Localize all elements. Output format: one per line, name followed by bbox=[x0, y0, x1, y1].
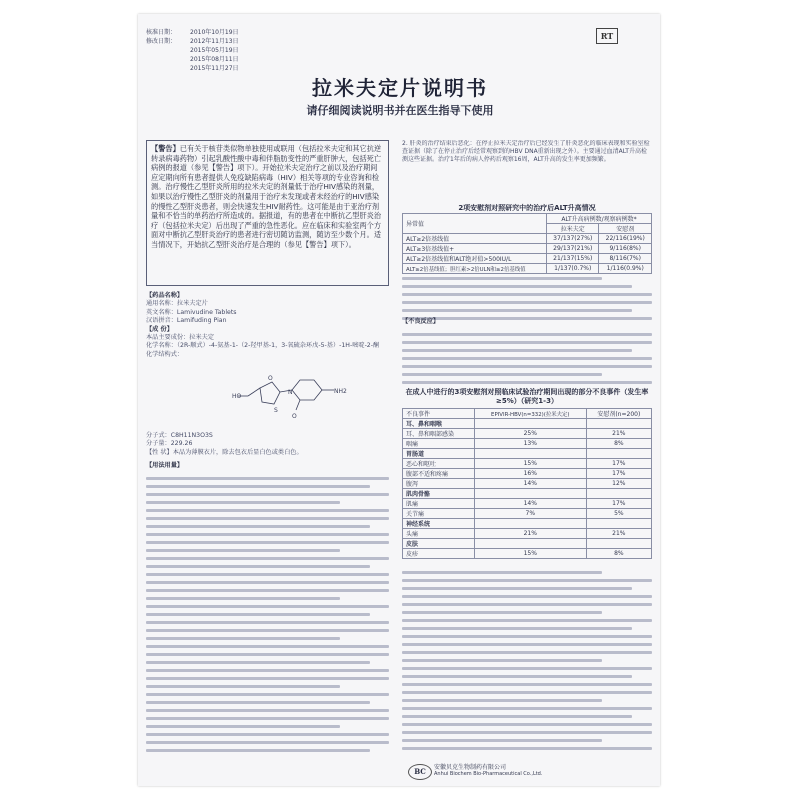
table1-cell: 37/137(27%) bbox=[546, 234, 599, 244]
table1-header-cases: ALT升高病例数/观察病例数* bbox=[546, 214, 651, 224]
adverse-events-table bbox=[402, 408, 652, 559]
ingredients-heading: 【成 份】 bbox=[146, 325, 173, 333]
table2-header-placebo: 安慰剂(n=200) bbox=[586, 409, 651, 419]
chemical-name: 化学名称：（2R-顺式）-4-氨基-1-（2-羟甲基-1，3-氧硫杂环戊-5-基）-1H-嘧啶-2-酮 bbox=[146, 342, 380, 350]
document-title: 拉米夫定片说明书 bbox=[312, 76, 488, 100]
revision-date-4: 2015年11月27日 bbox=[190, 65, 239, 72]
pinyin-name: 汉语拼音：Lamifuding Pian bbox=[146, 317, 227, 325]
table2-cell: 5% bbox=[586, 509, 651, 519]
manufacturer-name-en: Anhui Biochem Bio-Pharmaceutical Co.,Ltd. bbox=[434, 771, 543, 777]
table2-cell: 17% bbox=[586, 459, 651, 469]
table-row bbox=[403, 449, 652, 459]
warning-box bbox=[146, 140, 389, 286]
table2-cell bbox=[474, 449, 586, 459]
svg-text:O: O bbox=[268, 375, 273, 382]
table-row bbox=[403, 419, 652, 429]
table-row bbox=[403, 509, 652, 519]
usage-heading: 【用法用量】 bbox=[146, 462, 184, 469]
table2-cell: 17% bbox=[586, 499, 651, 509]
table2-cell: 肌痛 bbox=[403, 499, 475, 509]
revision-date-2: 2015年05月19日 bbox=[190, 47, 239, 54]
table2-cell: 头痛 bbox=[403, 529, 475, 539]
table2-cell: 17% bbox=[586, 469, 651, 479]
table2-cell bbox=[586, 539, 651, 549]
table2-cell bbox=[586, 449, 651, 459]
table2-cell: 咽痛 bbox=[403, 439, 475, 449]
chemical-structure-diagram bbox=[230, 366, 350, 428]
table2-cell: 21% bbox=[474, 529, 586, 539]
post-treatment-text bbox=[402, 140, 652, 200]
table1-subheader-placebo: 安慰剂 bbox=[599, 224, 652, 234]
manufacturer-name: 安徽贝克生物制药有限公司 bbox=[434, 764, 507, 771]
table2-cell: 25% bbox=[474, 429, 586, 439]
main-ingredient: 本品主要成份：拉米夫定 bbox=[146, 334, 215, 342]
table-row bbox=[403, 519, 652, 529]
table2-header-event: 不良事件 bbox=[403, 409, 475, 419]
table1-subheader-lamivudine: 拉米夫定 bbox=[546, 224, 599, 234]
table1-header-abnormal: 异常值 bbox=[403, 214, 547, 234]
revision-label-2 bbox=[146, 46, 190, 55]
table-row bbox=[403, 254, 652, 264]
usage-heading-block bbox=[146, 462, 389, 470]
table1-cell: 8/116(7%) bbox=[599, 254, 652, 264]
table2-cell: 胃肠道 bbox=[403, 449, 475, 459]
warning-text: 已有关于核苷类似物单独使用或联用（包括拉米夫定和其它抗逆转录病毒药物）引起乳酸性酸中毒和伴脂肪变性的严重肝肿大，包括死亡病例的报道（参见【警告】项下）。开始拉米夫定治疗之前以及治疗期间应定期向所有患者提供人免疫缺陷病毒（HIV）相关等项的专业咨询和检测。治疗慢性乙型肝炎所用的拉米夫定的剂量低于治疗HIV感染的剂量，如果以治疗慢性乙型肝炎的剂量用于治疗未发现或者未经治疗的HIV感染的慢性乙型肝炎患者，则会快速发生HIV耐药性。这可能是由于亚治疗剂量和不恰当的单药治疗所造成的。据报道，有的患者在中断抗乙型肝炎治疗（包括拉米夫定）后出现了严重的急性恶化。应在临床和实验室两个方面对中断抗乙型肝炎治疗的患者进行密切随访监测，随访至少数个月。适当情况下，开始抗乙型肝炎治疗是合理的（参见【警告】项下）。 bbox=[151, 144, 382, 249]
revision-label: 修改日期： bbox=[146, 38, 177, 45]
table1-cell: ALT≥2倍基线值 bbox=[403, 234, 547, 244]
document-subtitle: 请仔细阅读说明书并在医生指导下使用 bbox=[306, 104, 494, 117]
table-row bbox=[403, 459, 652, 469]
table2-cell: 8% bbox=[586, 439, 651, 449]
table1-cell: ALT≥2倍基线值；胆红素>2倍ULN和≥2倍基线值 bbox=[403, 264, 547, 274]
structure-label: 化学结构式： bbox=[146, 350, 184, 358]
table-row bbox=[403, 429, 652, 439]
table2-cell: 皮疹 bbox=[403, 549, 475, 559]
table2-cell: 腹部不适和疼痛 bbox=[403, 469, 475, 479]
table-row bbox=[403, 469, 652, 479]
post-treatment-paragraph: 2. 肝炎的治疗结束后恶化：在停止拉米夫定治疗后已经发生了肝炎恶化的临床表现和实验室检查证据（除了在停止治疗后经常观察到的HBV DNA重新出现之外）。主要通过血清ALT升高检测这些证据。治疗1年后的病人停药后观察16周，ALT升高的发生率更加频繁。 bbox=[402, 140, 650, 163]
table2-cell: 耳、鼻和咽部感染 bbox=[403, 429, 475, 439]
table2-cell: 恶心和呕吐 bbox=[403, 459, 475, 469]
table2-cell bbox=[586, 519, 651, 529]
table2-cell: 关节痛 bbox=[403, 509, 475, 519]
table2-cell: 21% bbox=[586, 429, 651, 439]
table2-cell: 16% bbox=[474, 469, 586, 479]
table-row bbox=[403, 499, 652, 509]
company-logo: RT bbox=[596, 28, 618, 44]
svg-text:NH2: NH2 bbox=[334, 388, 347, 395]
table-row bbox=[403, 529, 652, 539]
table2-caption: 在成人中进行的3项安慰剂对照临床试验治疗期间出现的部分不良事件（发生率≥5%）（研究1-3） bbox=[405, 388, 649, 405]
english-name: 英文名称：Lamivudine Tablets bbox=[146, 308, 237, 316]
right-body-text bbox=[402, 566, 652, 758]
table1-cell: 29/137(21%) bbox=[546, 244, 599, 254]
revision-date: 2012年11月13日 bbox=[190, 38, 239, 45]
appearance-text: 【性 状】本品为薄膜衣片，除去包衣后显白色或类白色。 bbox=[146, 448, 303, 456]
table1-cell: 9/116(8%) bbox=[599, 244, 652, 254]
molecular-weight: 分子量：229.26 bbox=[146, 440, 193, 448]
table2-cell: 神经系统 bbox=[403, 519, 475, 529]
svg-text:HO: HO bbox=[232, 393, 242, 400]
table2-cell: 13% bbox=[474, 439, 586, 449]
warning-heading: 【警告】 bbox=[151, 144, 180, 153]
drug-name-heading: 【药品名称】 bbox=[146, 292, 184, 299]
table2-cell: 8% bbox=[586, 549, 651, 559]
svg-text:N: N bbox=[288, 389, 293, 396]
table2-cell: 皮肤 bbox=[403, 539, 475, 549]
table-row bbox=[403, 234, 652, 244]
table2-cell: 耳、鼻和咽喉 bbox=[403, 419, 475, 429]
manufacturer-footer bbox=[434, 764, 542, 778]
table-row bbox=[403, 439, 652, 449]
approval-date: 2010年10月19日 bbox=[190, 29, 239, 36]
svg-text:S: S bbox=[274, 407, 278, 414]
table-row bbox=[403, 479, 652, 489]
table2-cell: 12% bbox=[586, 479, 651, 489]
table2-cell: 腹泻 bbox=[403, 479, 475, 489]
formula-section bbox=[146, 432, 389, 457]
table2-cell bbox=[586, 489, 651, 499]
revision-date-3: 2015年08月11日 bbox=[190, 56, 239, 63]
table1-cell: ALT≥2倍基线值和ALT绝对值>500IU/L bbox=[403, 254, 547, 264]
adverse-body-text bbox=[402, 328, 652, 388]
usage-body-text bbox=[146, 472, 389, 760]
generic-name: 通用名称：拉米夫定片 bbox=[146, 300, 208, 308]
table2-cell: 15% bbox=[474, 459, 586, 469]
table2-cell: 7% bbox=[474, 509, 586, 519]
table2-cell bbox=[474, 489, 586, 499]
table2-cell: 肌肉骨骼 bbox=[403, 489, 475, 499]
alt-elevation-table bbox=[402, 213, 652, 274]
table-row bbox=[403, 489, 652, 499]
table2-cell bbox=[474, 419, 586, 429]
adverse-heading-block bbox=[402, 318, 652, 326]
table2-cell: 14% bbox=[474, 479, 586, 489]
table-row bbox=[403, 539, 652, 549]
table-row bbox=[403, 549, 652, 559]
bc-logo-icon: BC bbox=[408, 764, 432, 780]
table-row bbox=[403, 244, 652, 254]
table1-caption: 2项安慰剂对照研究中的治疗后ALT升高情况 bbox=[458, 204, 596, 212]
revision-label-3 bbox=[146, 55, 190, 64]
table2-cell: 14% bbox=[474, 499, 586, 509]
approval-dates bbox=[146, 28, 239, 73]
table2-cell: 21% bbox=[586, 529, 651, 539]
table1-cell: 21/137(15%) bbox=[546, 254, 599, 264]
svg-text:O: O bbox=[292, 413, 297, 420]
table1-cell: 1/137(0.7%) bbox=[546, 264, 599, 274]
table1-cell: ALT≥3倍基线值+ bbox=[403, 244, 547, 254]
table2-cell bbox=[474, 519, 586, 529]
table2-cell bbox=[586, 419, 651, 429]
adverse-reactions-heading: 【不良反应】 bbox=[402, 318, 440, 325]
approval-label: 核准日期： bbox=[146, 29, 177, 36]
table1-cell: 1/116(0.9%) bbox=[599, 264, 652, 274]
table2-cell bbox=[474, 539, 586, 549]
table1-cell: 22/116(19%) bbox=[599, 234, 652, 244]
molecular-formula: 分子式：C8H11N3O3S bbox=[146, 432, 213, 439]
table2-header-epivir: EPIVIR-HBV(n=332)(拉米夫定) bbox=[474, 409, 586, 419]
table2-cell: 15% bbox=[474, 549, 586, 559]
drug-name-section bbox=[146, 292, 389, 359]
